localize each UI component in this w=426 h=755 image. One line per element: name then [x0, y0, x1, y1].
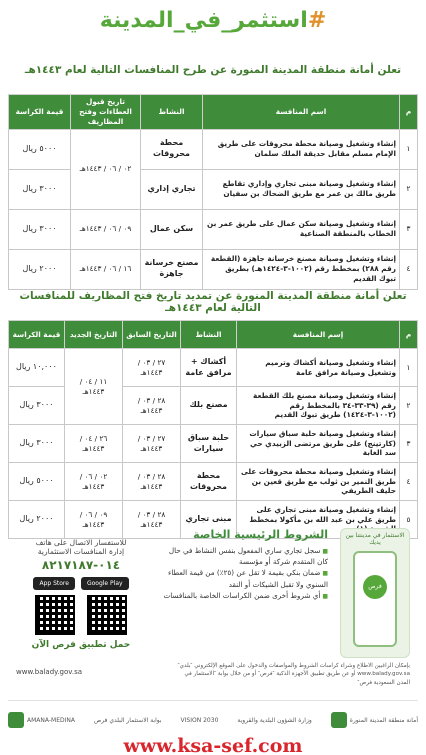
col-header-num: م: [400, 321, 418, 349]
amana-icon: [331, 712, 347, 728]
col-header-price: قيمة الكراسة: [9, 321, 65, 349]
table-row: ٢ إنشاء وتشغيل وصيانة مبنى تجاري وإداري تقاطع طريق مالك بن عمر مع طريق الضحاك بن سفيان تجاري إداري ٣٠٠٠ ريال: [9, 169, 418, 209]
table-row: ١ إنشاء وتشغيل وصيانة محطة محروقات على طريق الإمام مسلم مقابل حديقة الملك سلمان محطة محروقات ٠٢ / ٠٦ / ١٤٤٣هـ ٥٠٠٠ ريال: [9, 129, 418, 169]
col-header-num: م: [400, 95, 418, 130]
table-row: ٣ إنشاء وتشغيل وصيانة سكن عمال على طريق عمر بن الخطاب بالمنطقة الصناعية سكن عمال ٠٩ / ٠٦ / ١٤٤٣هـ ٣٠٠٠ ريال: [9, 209, 418, 249]
ministry-logo: وزارة الشؤون البلدية والقروية: [237, 716, 312, 724]
col-header-activity: النشاط: [141, 95, 203, 130]
terms-box: الشروط الرئيسية الخاصة ■ سجل تجاري ساري المفعول بنفس النشاط في حال كان المتقدم شركة أو مؤسسة ■ ضمان بنكي بقيمة لا تقل عن (٢٥٪) من قيمة العطاء السنوي ولا تقبل الشيكات أو النقد ■ أي شروط أخرى ضمن الكراسات الخاصة بالمنافسات: [158, 528, 328, 601]
col-header-new-date: التاريخ الجديد: [65, 321, 123, 349]
sponsor-logos: [8, 700, 418, 736]
qr-code-icon[interactable]: [87, 595, 127, 635]
col-header-date: تاريخ قبول العطاءات وفتح المظاريف: [71, 95, 141, 130]
tenders-table: [8, 94, 418, 290]
footnote: بإمكان الراغبين الاطلاع وشراء كراسات الشروط والمواصفات والدخول على الموقع الإلكتروني ″بلدي″ www.balady.gov.sa أو عن طريق تطبيق الأجهزة الذكية ″فرص″ أو من خلال بوابة ″الاستثمار في المدن السعودية فرص″: [177, 663, 410, 686]
table-row: ٤ إنشاء وتشغيل وصيانة محطة محروقات على طريق النمير بن ثولب مع طريق قعين بن حليف الطريفي محطة محروقات ٢٨ / ٠٣ / ١٤٤٣هـ ٠٢ / ٠٦ / ١٤٤٣هـ ٥٠٠٠ ريال: [9, 463, 418, 501]
extension-table: [8, 320, 418, 539]
terms-item: ■ أي شروط أخرى ضمن الكراسات الخاصة بالمنافسات: [158, 590, 328, 601]
furas-logo: فرص: [363, 575, 387, 599]
table-row: ٢ إنشاء وتشغيل وصيانة مصنع بلك القطعة رقم (٣٩-٣٣-٣٤ بالمخطط رقم (١٠٠٢-٣-١٤٢٤) طريق تبوك القديم مصنع بلك ٢٨ / ٠٣ / ١٤٤٣هـ ٣٠٠٠ ريال: [9, 387, 418, 425]
app-promo-card: الاستثمار في مدينتنا بين يديك فرص: [340, 528, 410, 658]
table-row: ٣ إنشاء وتشغيل وصيانة حلبة سباق سيارات (كارتينج) على طريق مرتضى الزبيدي حي سد الغابة حلبة سباق سيارات ٢٧ / ٠٣ / ١٤٤٣هـ ٢٦ / ٠٤ / ١٤٤٣هـ ٣٠٠٠ ريال: [9, 425, 418, 463]
terms-item: ■ ضمان بنكي بقيمة لا تقل عن (٢٥٪) من قيمة العطاء السنوي ولا تقبل الشيكات أو النقد: [158, 567, 328, 589]
furas-portal-logo: بوابة الاستثمار البلدي فرص: [93, 716, 162, 724]
vision-2030-logo: VISION 2030: [180, 716, 219, 724]
col-header-price: قيمة الكراسة: [9, 95, 71, 130]
col-header-activity: النشاط: [181, 321, 237, 349]
phone-number[interactable]: ٠١٤-٨٢١٧١٨٧: [41, 558, 121, 572]
contact-box: للاستفسار الاتصال على هاتف إدارة المنافسات الاستثمارية ٠١٤-٨٢١٧١٨٧ Google Play App Store حمل تطبيق فرص الآن: [16, 538, 146, 650]
amana-icon: [8, 712, 24, 728]
col-header-name: اسم المنافسة: [203, 95, 400, 130]
table-row: ١ إنشاء وتشغيل وصيانة أكشاك وترميم وتشغيل وصيانة مرافق عامة أكشاك + مرافق عامة ٢٧ / ٠٣ / ١٤٤٣هـ ١١ / ٠٤ / ١٤٤٣هـ ١٠,٠٠٠ ريال: [9, 349, 418, 387]
terms-item: ■ سجل تجاري ساري المفعول بنفس النشاط في حال كان المتقدم شركة أو مؤسسة: [158, 545, 328, 567]
phone-mockup-icon: [353, 551, 397, 647]
merged-date: ٠٢ / ٠٦ / ١٤٤٣هـ: [71, 129, 141, 209]
col-header-name: إسم المنافسة: [237, 321, 400, 349]
watermark-url[interactable]: www.ksa-sef.com: [123, 735, 303, 755]
info-panel: [8, 520, 418, 700]
section2-title: تعلن أمانة منطقة المدينة المنورة عن تمديد تاريخ فتح المظاريف للمنافسات التالية لعام ١٤٤٣هـ: [19, 290, 407, 314]
google-play-button[interactable]: Google Play: [81, 577, 129, 590]
campaign-hashtag: #استثمر_في_المدينة: [99, 8, 327, 33]
table-row: ٥ إنشاء وتشغيل وصيانة مبنى تجاري على طريق علي بن عبد الله بن مأكولا بمخطط مبنى تجاري ٢٨ / ٠٣ / ١٤٤٣هـ ٠٩ / ٠٦ / ١٤٤٣هـ ٢٠٠٠ ريال: [9, 501, 418, 539]
balady-link[interactable]: www.balady.gov.sa: [16, 668, 83, 676]
merged-new-date: ١١ / ٠٤ / ١٤٤٣هـ: [65, 349, 123, 425]
amana-medina-logo: AMANA-MEDINA: [8, 712, 75, 728]
col-header-prev-date: التاريخ السابق: [123, 321, 181, 349]
amana-logo: أمانة منطقة المدينة المنورة: [331, 712, 418, 728]
section1-title: تعلن أمانة منطقة المدينة المنورة عن طرح المنافسات التالية لعام ١٤٤٣هـ: [24, 64, 402, 76]
table-row: ٤ إنشاء وتشغيل وصيانة مصنع خرسانة جاهزة (القطعة رقم ٢٨٨) بمخطط رقم (١٠٠٢-٣-١٤٢٤هـ) بطريق تبوك القديم مصنع خرسانة جاهزة ١٦ / ٠٦ / ١٤٤٣هـ ٢٠٠٠ ريال: [9, 249, 418, 289]
qr-code-icon[interactable]: [35, 595, 75, 635]
app-store-button[interactable]: App Store: [33, 577, 75, 590]
